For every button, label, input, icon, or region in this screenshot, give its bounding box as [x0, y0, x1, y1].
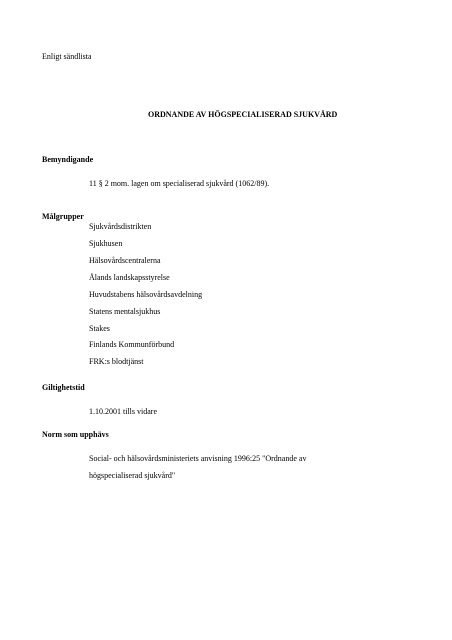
list-item: Ålands landskapsstyrelse	[89, 273, 170, 282]
target-groups-heading: Målgrupper	[42, 212, 84, 221]
validity-heading: Giltighetstid	[42, 383, 85, 392]
authority-text: 11 § 2 mom. lagen om specialiserad sjukvård (1062/89).	[89, 179, 270, 188]
list-item: FRK:s blodtjänst	[89, 357, 144, 366]
document-title: ORDNANDE AV HÖGSPECIALISERAD SJUKVÅRD	[148, 110, 338, 119]
list-item: Sjukhusen	[89, 239, 123, 248]
list-item: Finlands Kommunförbund	[89, 340, 175, 349]
list-item: Hälsovårdscentralerna	[89, 256, 161, 265]
list-item: Statens mentalsjukhus	[89, 307, 161, 316]
repealed-text-line2: högspecialiserad sjukvård"	[89, 471, 176, 480]
repealed-heading: Norm som upphävs	[42, 430, 109, 439]
distribution-note: Enligt sändlista	[42, 52, 92, 61]
repealed-text-line1: Social- och hälsovårdsministeriets anvisning 1996:25 "Ordnande av	[89, 454, 307, 463]
list-item: Huvudstabens hälsovårdsavdelning	[89, 290, 203, 299]
authority-heading: Bemyndigande	[42, 155, 94, 164]
list-item: Sjukvårdsdistrikten	[89, 222, 152, 231]
list-item: Stakes	[89, 324, 110, 333]
validity-text: 1.10.2001 tills vidare	[89, 407, 157, 416]
